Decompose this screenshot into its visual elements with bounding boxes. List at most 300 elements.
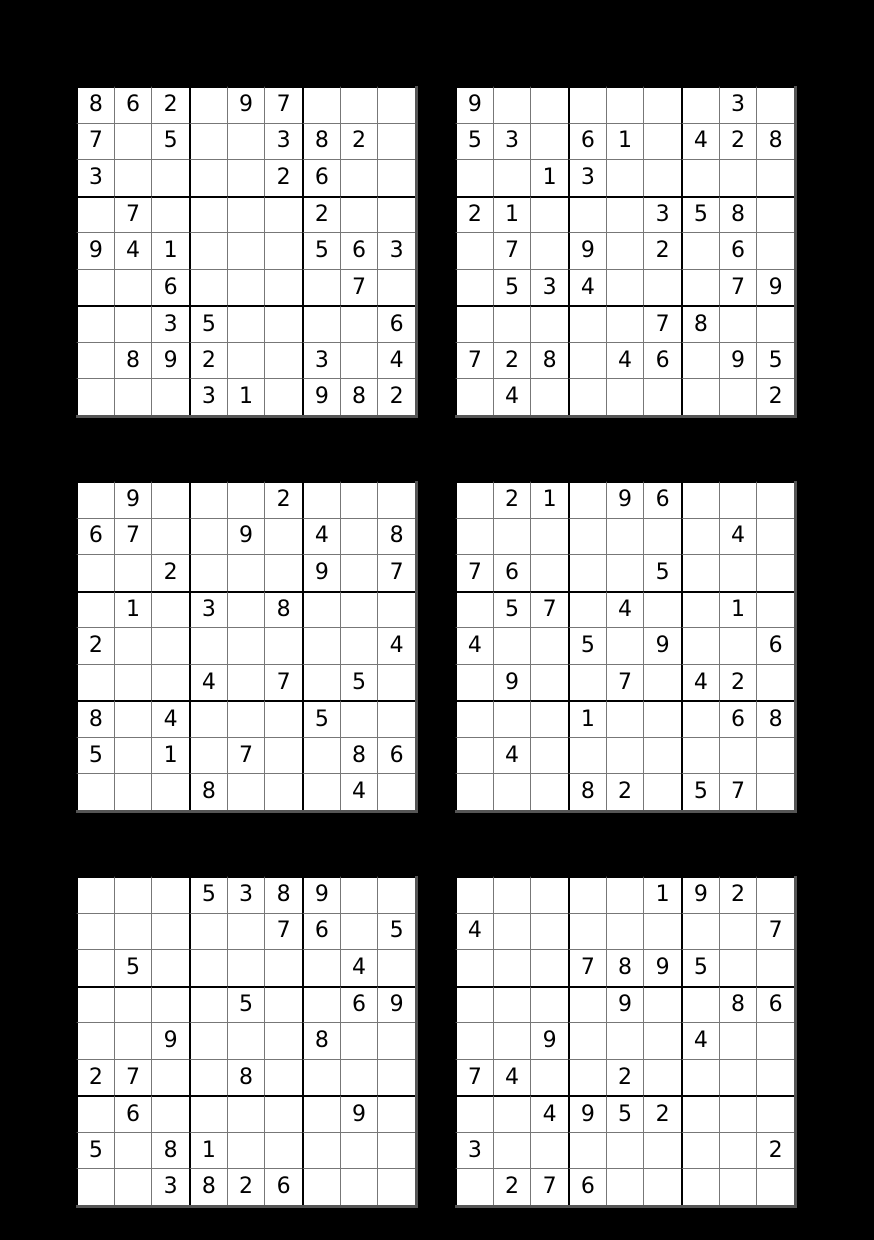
sudoku-cell[interactable] xyxy=(114,913,152,950)
sudoku-cell[interactable] xyxy=(264,627,302,664)
sudoku-cell[interactable] xyxy=(568,737,606,774)
sudoku-cell[interactable] xyxy=(643,1168,681,1205)
sudoku-cell[interactable]: 6 xyxy=(340,232,378,269)
sudoku-cell[interactable]: 5 xyxy=(568,627,606,664)
sudoku-cell[interactable] xyxy=(606,700,644,737)
sudoku-cell[interactable]: 7 xyxy=(455,554,493,591)
sudoku-cell[interactable] xyxy=(606,378,644,415)
sudoku-cell[interactable] xyxy=(227,342,265,379)
sudoku-cell[interactable] xyxy=(719,1132,757,1169)
sudoku-cell[interactable]: 9 xyxy=(756,269,794,306)
sudoku-cell[interactable] xyxy=(340,518,378,555)
sudoku-cell[interactable] xyxy=(302,591,340,628)
sudoku-cell[interactable] xyxy=(377,1022,415,1059)
sudoku-cell[interactable] xyxy=(377,159,415,196)
sudoku-cell[interactable] xyxy=(606,159,644,196)
sudoku-cell[interactable] xyxy=(302,664,340,701)
sudoku-cell[interactable]: 9 xyxy=(719,342,757,379)
sudoku-cell[interactable]: 7 xyxy=(264,913,302,950)
sudoku-cell[interactable]: 6 xyxy=(377,305,415,342)
sudoku-cell[interactable]: 4 xyxy=(719,518,757,555)
sudoku-cell[interactable] xyxy=(76,773,114,810)
sudoku-cell[interactable]: 8 xyxy=(756,123,794,160)
sudoku-cell[interactable] xyxy=(530,876,568,913)
sudoku-cell[interactable]: 4 xyxy=(455,913,493,950)
sudoku-cell[interactable] xyxy=(455,305,493,342)
sudoku-cell[interactable]: 2 xyxy=(264,481,302,518)
sudoku-cell[interactable] xyxy=(719,1022,757,1059)
sudoku-cell[interactable]: 8 xyxy=(151,1132,189,1169)
sudoku-cell[interactable]: 6 xyxy=(302,913,340,950)
sudoku-cell[interactable]: 9 xyxy=(377,986,415,1023)
sudoku-cell[interactable]: 3 xyxy=(455,1132,493,1169)
sudoku-cell[interactable] xyxy=(455,518,493,555)
sudoku-cell[interactable] xyxy=(377,1095,415,1132)
sudoku-cell[interactable]: 5 xyxy=(302,232,340,269)
sudoku-cell[interactable]: 3 xyxy=(76,159,114,196)
sudoku-cell[interactable]: 4 xyxy=(493,1059,531,1096)
sudoku-cell[interactable] xyxy=(455,1022,493,1059)
sudoku-cell[interactable]: 9 xyxy=(606,986,644,1023)
sudoku-cell[interactable] xyxy=(756,305,794,342)
sudoku-cell[interactable] xyxy=(606,232,644,269)
sudoku-cell[interactable]: 2 xyxy=(606,773,644,810)
sudoku-cell[interactable]: 3 xyxy=(493,123,531,160)
sudoku-cell[interactable] xyxy=(340,86,378,123)
sudoku-cell[interactable] xyxy=(189,269,227,306)
sudoku-cell[interactable]: 7 xyxy=(114,196,152,233)
sudoku-cell[interactable] xyxy=(493,1095,531,1132)
sudoku-cell[interactable]: 9 xyxy=(151,1022,189,1059)
sudoku-cell[interactable] xyxy=(568,378,606,415)
sudoku-cell[interactable] xyxy=(568,664,606,701)
sudoku-cell[interactable] xyxy=(681,700,719,737)
sudoku-cell[interactable] xyxy=(264,773,302,810)
sudoku-cell[interactable]: 3 xyxy=(189,378,227,415)
sudoku-cell[interactable]: 8 xyxy=(719,986,757,1023)
sudoku-cell[interactable] xyxy=(719,737,757,774)
sudoku-cell[interactable] xyxy=(377,123,415,160)
sudoku-cell[interactable]: 5 xyxy=(302,700,340,737)
sudoku-cell[interactable] xyxy=(568,1132,606,1169)
sudoku-cell[interactable] xyxy=(681,232,719,269)
sudoku-cell[interactable] xyxy=(340,591,378,628)
sudoku-cell[interactable] xyxy=(681,1059,719,1096)
sudoku-cell[interactable] xyxy=(76,342,114,379)
sudoku-cell[interactable] xyxy=(189,86,227,123)
sudoku-cell[interactable] xyxy=(302,1095,340,1132)
sudoku-cell[interactable]: 6 xyxy=(643,481,681,518)
sudoku-cell[interactable] xyxy=(606,876,644,913)
sudoku-cell[interactable] xyxy=(530,232,568,269)
sudoku-cell[interactable]: 9 xyxy=(227,86,265,123)
sudoku-cell[interactable]: 4 xyxy=(530,1095,568,1132)
sudoku-cell[interactable] xyxy=(455,481,493,518)
sudoku-cell[interactable]: 9 xyxy=(568,232,606,269)
sudoku-cell[interactable] xyxy=(530,305,568,342)
sudoku-cell[interactable]: 8 xyxy=(530,342,568,379)
sudoku-cell[interactable] xyxy=(377,1132,415,1169)
sudoku-cell[interactable]: 7 xyxy=(530,1168,568,1205)
sudoku-cell[interactable] xyxy=(189,700,227,737)
sudoku-cell[interactable] xyxy=(114,700,152,737)
sudoku-cell[interactable] xyxy=(643,986,681,1023)
sudoku-cell[interactable] xyxy=(377,949,415,986)
sudoku-cell[interactable] xyxy=(151,1095,189,1132)
sudoku-cell[interactable] xyxy=(756,1095,794,1132)
sudoku-cell[interactable]: 6 xyxy=(377,737,415,774)
sudoku-cell[interactable]: 7 xyxy=(455,1059,493,1096)
sudoku-cell[interactable]: 4 xyxy=(340,949,378,986)
sudoku-cell[interactable] xyxy=(530,737,568,774)
sudoku-cell[interactable]: 7 xyxy=(756,913,794,950)
sudoku-cell[interactable] xyxy=(455,737,493,774)
sudoku-cell[interactable] xyxy=(756,86,794,123)
sudoku-cell[interactable] xyxy=(227,949,265,986)
sudoku-cell[interactable] xyxy=(114,1132,152,1169)
sudoku-cell[interactable] xyxy=(455,876,493,913)
sudoku-cell[interactable] xyxy=(681,378,719,415)
sudoku-cell[interactable]: 9 xyxy=(493,664,531,701)
sudoku-cell[interactable]: 1 xyxy=(114,591,152,628)
sudoku-cell[interactable]: 7 xyxy=(264,664,302,701)
sudoku-cell[interactable] xyxy=(302,627,340,664)
sudoku-cell[interactable] xyxy=(189,1022,227,1059)
sudoku-cell[interactable] xyxy=(189,232,227,269)
sudoku-cell[interactable]: 7 xyxy=(264,86,302,123)
sudoku-cell[interactable] xyxy=(530,378,568,415)
sudoku-cell[interactable] xyxy=(227,773,265,810)
sudoku-cell[interactable]: 3 xyxy=(568,159,606,196)
sudoku-cell[interactable] xyxy=(606,269,644,306)
sudoku-cell[interactable]: 1 xyxy=(493,196,531,233)
sudoku-cell[interactable] xyxy=(302,86,340,123)
sudoku-cell[interactable] xyxy=(189,554,227,591)
sudoku-cell[interactable] xyxy=(756,518,794,555)
sudoku-cell[interactable] xyxy=(377,1059,415,1096)
sudoku-cell[interactable] xyxy=(568,1022,606,1059)
sudoku-cell[interactable] xyxy=(606,518,644,555)
sudoku-cell[interactable]: 5 xyxy=(151,123,189,160)
sudoku-cell[interactable]: 7 xyxy=(568,949,606,986)
sudoku-cell[interactable]: 5 xyxy=(227,986,265,1023)
sudoku-cell[interactable]: 9 xyxy=(302,876,340,913)
sudoku-cell[interactable] xyxy=(302,269,340,306)
sudoku-cell[interactable]: 5 xyxy=(340,664,378,701)
sudoku-cell[interactable] xyxy=(606,913,644,950)
sudoku-cell[interactable]: 6 xyxy=(114,86,152,123)
sudoku-cell[interactable] xyxy=(340,1132,378,1169)
sudoku-cell[interactable] xyxy=(340,554,378,591)
sudoku-cell[interactable]: 3 xyxy=(302,342,340,379)
sudoku-cell[interactable] xyxy=(719,554,757,591)
sudoku-cell[interactable]: 1 xyxy=(151,737,189,774)
sudoku-cell[interactable]: 1 xyxy=(643,876,681,913)
sudoku-cell[interactable]: 5 xyxy=(756,342,794,379)
sudoku-cell[interactable] xyxy=(227,232,265,269)
sudoku-cell[interactable] xyxy=(681,518,719,555)
sudoku-cell[interactable]: 8 xyxy=(227,1059,265,1096)
sudoku-cell[interactable]: 7 xyxy=(377,554,415,591)
sudoku-cell[interactable] xyxy=(493,986,531,1023)
sudoku-cell[interactable]: 2 xyxy=(756,378,794,415)
sudoku-cell[interactable]: 6 xyxy=(756,986,794,1023)
sudoku-cell[interactable] xyxy=(340,1059,378,1096)
sudoku-cell[interactable]: 4 xyxy=(151,700,189,737)
sudoku-cell[interactable]: 6 xyxy=(719,700,757,737)
sudoku-cell[interactable] xyxy=(606,737,644,774)
sudoku-cell[interactable]: 6 xyxy=(568,1168,606,1205)
sudoku-cell[interactable] xyxy=(189,986,227,1023)
sudoku-cell[interactable]: 2 xyxy=(719,664,757,701)
sudoku-cell[interactable] xyxy=(643,1059,681,1096)
sudoku-cell[interactable] xyxy=(719,159,757,196)
sudoku-cell[interactable]: 5 xyxy=(606,1095,644,1132)
sudoku-cell[interactable] xyxy=(568,86,606,123)
sudoku-cell[interactable]: 5 xyxy=(681,949,719,986)
sudoku-cell[interactable]: 6 xyxy=(719,232,757,269)
sudoku-cell[interactable] xyxy=(681,481,719,518)
sudoku-cell[interactable]: 3 xyxy=(151,1168,189,1205)
sudoku-cell[interactable]: 8 xyxy=(377,518,415,555)
sudoku-cell[interactable] xyxy=(227,196,265,233)
sudoku-cell[interactable] xyxy=(455,1095,493,1132)
sudoku-cell[interactable] xyxy=(643,1132,681,1169)
sudoku-cell[interactable] xyxy=(302,949,340,986)
sudoku-cell[interactable] xyxy=(76,664,114,701)
sudoku-cell[interactable] xyxy=(264,305,302,342)
sudoku-cell[interactable] xyxy=(377,591,415,628)
sudoku-cell[interactable] xyxy=(377,86,415,123)
sudoku-cell[interactable] xyxy=(76,986,114,1023)
sudoku-cell[interactable] xyxy=(377,773,415,810)
sudoku-cell[interactable]: 9 xyxy=(455,86,493,123)
sudoku-cell[interactable] xyxy=(719,481,757,518)
sudoku-cell[interactable]: 8 xyxy=(189,773,227,810)
sudoku-cell[interactable] xyxy=(719,305,757,342)
sudoku-cell[interactable]: 8 xyxy=(189,1168,227,1205)
sudoku-cell[interactable]: 6 xyxy=(264,1168,302,1205)
sudoku-cell[interactable] xyxy=(643,700,681,737)
sudoku-cell[interactable] xyxy=(114,305,152,342)
sudoku-cell[interactable] xyxy=(151,876,189,913)
sudoku-cell[interactable]: 4 xyxy=(455,627,493,664)
sudoku-cell[interactable]: 9 xyxy=(606,481,644,518)
sudoku-cell[interactable]: 8 xyxy=(681,305,719,342)
sudoku-cell[interactable] xyxy=(719,627,757,664)
sudoku-cell[interactable] xyxy=(530,123,568,160)
sudoku-cell[interactable]: 3 xyxy=(377,232,415,269)
sudoku-cell[interactable] xyxy=(455,949,493,986)
sudoku-cell[interactable] xyxy=(264,554,302,591)
sudoku-cell[interactable] xyxy=(568,913,606,950)
sudoku-cell[interactable] xyxy=(756,664,794,701)
sudoku-cell[interactable]: 5 xyxy=(493,591,531,628)
sudoku-cell[interactable] xyxy=(189,123,227,160)
sudoku-cell[interactable] xyxy=(681,591,719,628)
sudoku-cell[interactable] xyxy=(606,305,644,342)
sudoku-cell[interactable] xyxy=(302,305,340,342)
sudoku-cell[interactable] xyxy=(643,591,681,628)
sudoku-cell[interactable] xyxy=(302,1059,340,1096)
sudoku-cell[interactable]: 3 xyxy=(151,305,189,342)
sudoku-cell[interactable] xyxy=(264,1132,302,1169)
sudoku-cell[interactable] xyxy=(756,1168,794,1205)
sudoku-cell[interactable] xyxy=(189,1095,227,1132)
sudoku-cell[interactable] xyxy=(340,305,378,342)
sudoku-cell[interactable]: 7 xyxy=(114,1059,152,1096)
sudoku-cell[interactable]: 2 xyxy=(189,342,227,379)
sudoku-cell[interactable] xyxy=(455,269,493,306)
sudoku-cell[interactable]: 5 xyxy=(189,876,227,913)
sudoku-cell[interactable]: 1 xyxy=(530,159,568,196)
sudoku-cell[interactable]: 2 xyxy=(756,1132,794,1169)
sudoku-cell[interactable] xyxy=(530,986,568,1023)
sudoku-cell[interactable] xyxy=(302,1168,340,1205)
sudoku-cell[interactable] xyxy=(756,196,794,233)
sudoku-cell[interactable]: 4 xyxy=(493,378,531,415)
sudoku-cell[interactable] xyxy=(568,591,606,628)
sudoku-cell[interactable] xyxy=(530,554,568,591)
sudoku-cell[interactable]: 8 xyxy=(114,342,152,379)
sudoku-cell[interactable] xyxy=(719,913,757,950)
sudoku-cell[interactable] xyxy=(114,159,152,196)
sudoku-cell[interactable] xyxy=(76,876,114,913)
sudoku-cell[interactable] xyxy=(568,554,606,591)
sudoku-cell[interactable]: 9 xyxy=(643,949,681,986)
sudoku-cell[interactable]: 1 xyxy=(606,123,644,160)
sudoku-cell[interactable] xyxy=(493,773,531,810)
sudoku-cell[interactable] xyxy=(189,196,227,233)
sudoku-cell[interactable] xyxy=(340,876,378,913)
sudoku-cell[interactable] xyxy=(493,1022,531,1059)
sudoku-cell[interactable]: 7 xyxy=(719,269,757,306)
sudoku-cell[interactable] xyxy=(756,876,794,913)
sudoku-cell[interactable]: 5 xyxy=(681,196,719,233)
sudoku-cell[interactable] xyxy=(493,305,531,342)
sudoku-cell[interactable] xyxy=(76,378,114,415)
sudoku-cell[interactable]: 8 xyxy=(340,737,378,774)
sudoku-cell[interactable]: 2 xyxy=(151,86,189,123)
sudoku-cell[interactable]: 6 xyxy=(114,1095,152,1132)
sudoku-cell[interactable] xyxy=(114,986,152,1023)
sudoku-cell[interactable] xyxy=(455,986,493,1023)
sudoku-cell[interactable] xyxy=(227,554,265,591)
sudoku-cell[interactable]: 5 xyxy=(493,269,531,306)
sudoku-cell[interactable]: 1 xyxy=(719,591,757,628)
sudoku-cell[interactable] xyxy=(719,949,757,986)
sudoku-cell[interactable]: 9 xyxy=(568,1095,606,1132)
sudoku-cell[interactable]: 9 xyxy=(151,342,189,379)
sudoku-cell[interactable] xyxy=(76,949,114,986)
sudoku-cell[interactable]: 6 xyxy=(302,159,340,196)
sudoku-cell[interactable]: 3 xyxy=(643,196,681,233)
sudoku-cell[interactable] xyxy=(114,737,152,774)
sudoku-cell[interactable]: 9 xyxy=(530,1022,568,1059)
sudoku-cell[interactable]: 6 xyxy=(151,269,189,306)
sudoku-cell[interactable] xyxy=(530,627,568,664)
sudoku-cell[interactable]: 6 xyxy=(756,627,794,664)
sudoku-cell[interactable] xyxy=(302,986,340,1023)
sudoku-cell[interactable] xyxy=(227,269,265,306)
sudoku-cell[interactable]: 7 xyxy=(76,123,114,160)
sudoku-cell[interactable] xyxy=(227,481,265,518)
sudoku-cell[interactable] xyxy=(264,986,302,1023)
sudoku-cell[interactable]: 2 xyxy=(493,342,531,379)
sudoku-cell[interactable] xyxy=(530,196,568,233)
sudoku-cell[interactable]: 1 xyxy=(530,481,568,518)
sudoku-cell[interactable] xyxy=(76,913,114,950)
sudoku-cell[interactable] xyxy=(568,305,606,342)
sudoku-cell[interactable] xyxy=(756,481,794,518)
sudoku-cell[interactable]: 5 xyxy=(377,913,415,950)
sudoku-cell[interactable] xyxy=(756,159,794,196)
sudoku-cell[interactable] xyxy=(681,737,719,774)
sudoku-cell[interactable] xyxy=(227,305,265,342)
sudoku-cell[interactable]: 7 xyxy=(227,737,265,774)
sudoku-cell[interactable] xyxy=(114,1168,152,1205)
sudoku-cell[interactable]: 7 xyxy=(530,591,568,628)
sudoku-cell[interactable] xyxy=(189,949,227,986)
sudoku-cell[interactable] xyxy=(377,1168,415,1205)
sudoku-cell[interactable] xyxy=(377,700,415,737)
sudoku-cell[interactable] xyxy=(151,378,189,415)
sudoku-cell[interactable] xyxy=(756,773,794,810)
sudoku-cell[interactable] xyxy=(493,627,531,664)
sudoku-cell[interactable] xyxy=(493,700,531,737)
sudoku-cell[interactable] xyxy=(681,1168,719,1205)
sudoku-cell[interactable] xyxy=(606,1022,644,1059)
sudoku-cell[interactable] xyxy=(681,342,719,379)
sudoku-cell[interactable]: 6 xyxy=(340,986,378,1023)
sudoku-cell[interactable] xyxy=(151,913,189,950)
sudoku-cell[interactable] xyxy=(151,949,189,986)
sudoku-cell[interactable] xyxy=(756,232,794,269)
sudoku-cell[interactable] xyxy=(606,1132,644,1169)
sudoku-cell[interactable]: 1 xyxy=(227,378,265,415)
sudoku-cell[interactable]: 8 xyxy=(76,700,114,737)
sudoku-cell[interactable]: 3 xyxy=(227,876,265,913)
sudoku-cell[interactable]: 7 xyxy=(455,342,493,379)
sudoku-cell[interactable] xyxy=(719,1059,757,1096)
sudoku-cell[interactable] xyxy=(377,269,415,306)
sudoku-cell[interactable]: 1 xyxy=(568,700,606,737)
sudoku-cell[interactable]: 4 xyxy=(606,342,644,379)
sudoku-cell[interactable] xyxy=(719,378,757,415)
sudoku-cell[interactable] xyxy=(114,554,152,591)
sudoku-cell[interactable] xyxy=(264,1059,302,1096)
sudoku-cell[interactable]: 8 xyxy=(302,123,340,160)
sudoku-cell[interactable] xyxy=(681,554,719,591)
sudoku-cell[interactable]: 2 xyxy=(151,554,189,591)
sudoku-cell[interactable] xyxy=(681,913,719,950)
sudoku-cell[interactable] xyxy=(340,196,378,233)
sudoku-cell[interactable] xyxy=(76,1022,114,1059)
sudoku-cell[interactable]: 8 xyxy=(568,773,606,810)
sudoku-cell[interactable] xyxy=(568,1059,606,1096)
sudoku-cell[interactable] xyxy=(530,518,568,555)
sudoku-cell[interactable] xyxy=(530,86,568,123)
sudoku-cell[interactable] xyxy=(756,591,794,628)
sudoku-cell[interactable] xyxy=(264,737,302,774)
sudoku-cell[interactable]: 1 xyxy=(189,1132,227,1169)
sudoku-cell[interactable] xyxy=(643,159,681,196)
sudoku-cell[interactable]: 2 xyxy=(340,123,378,160)
sudoku-cell[interactable] xyxy=(455,773,493,810)
sudoku-cell[interactable]: 4 xyxy=(493,737,531,774)
sudoku-cell[interactable] xyxy=(756,737,794,774)
sudoku-cell[interactable] xyxy=(189,159,227,196)
